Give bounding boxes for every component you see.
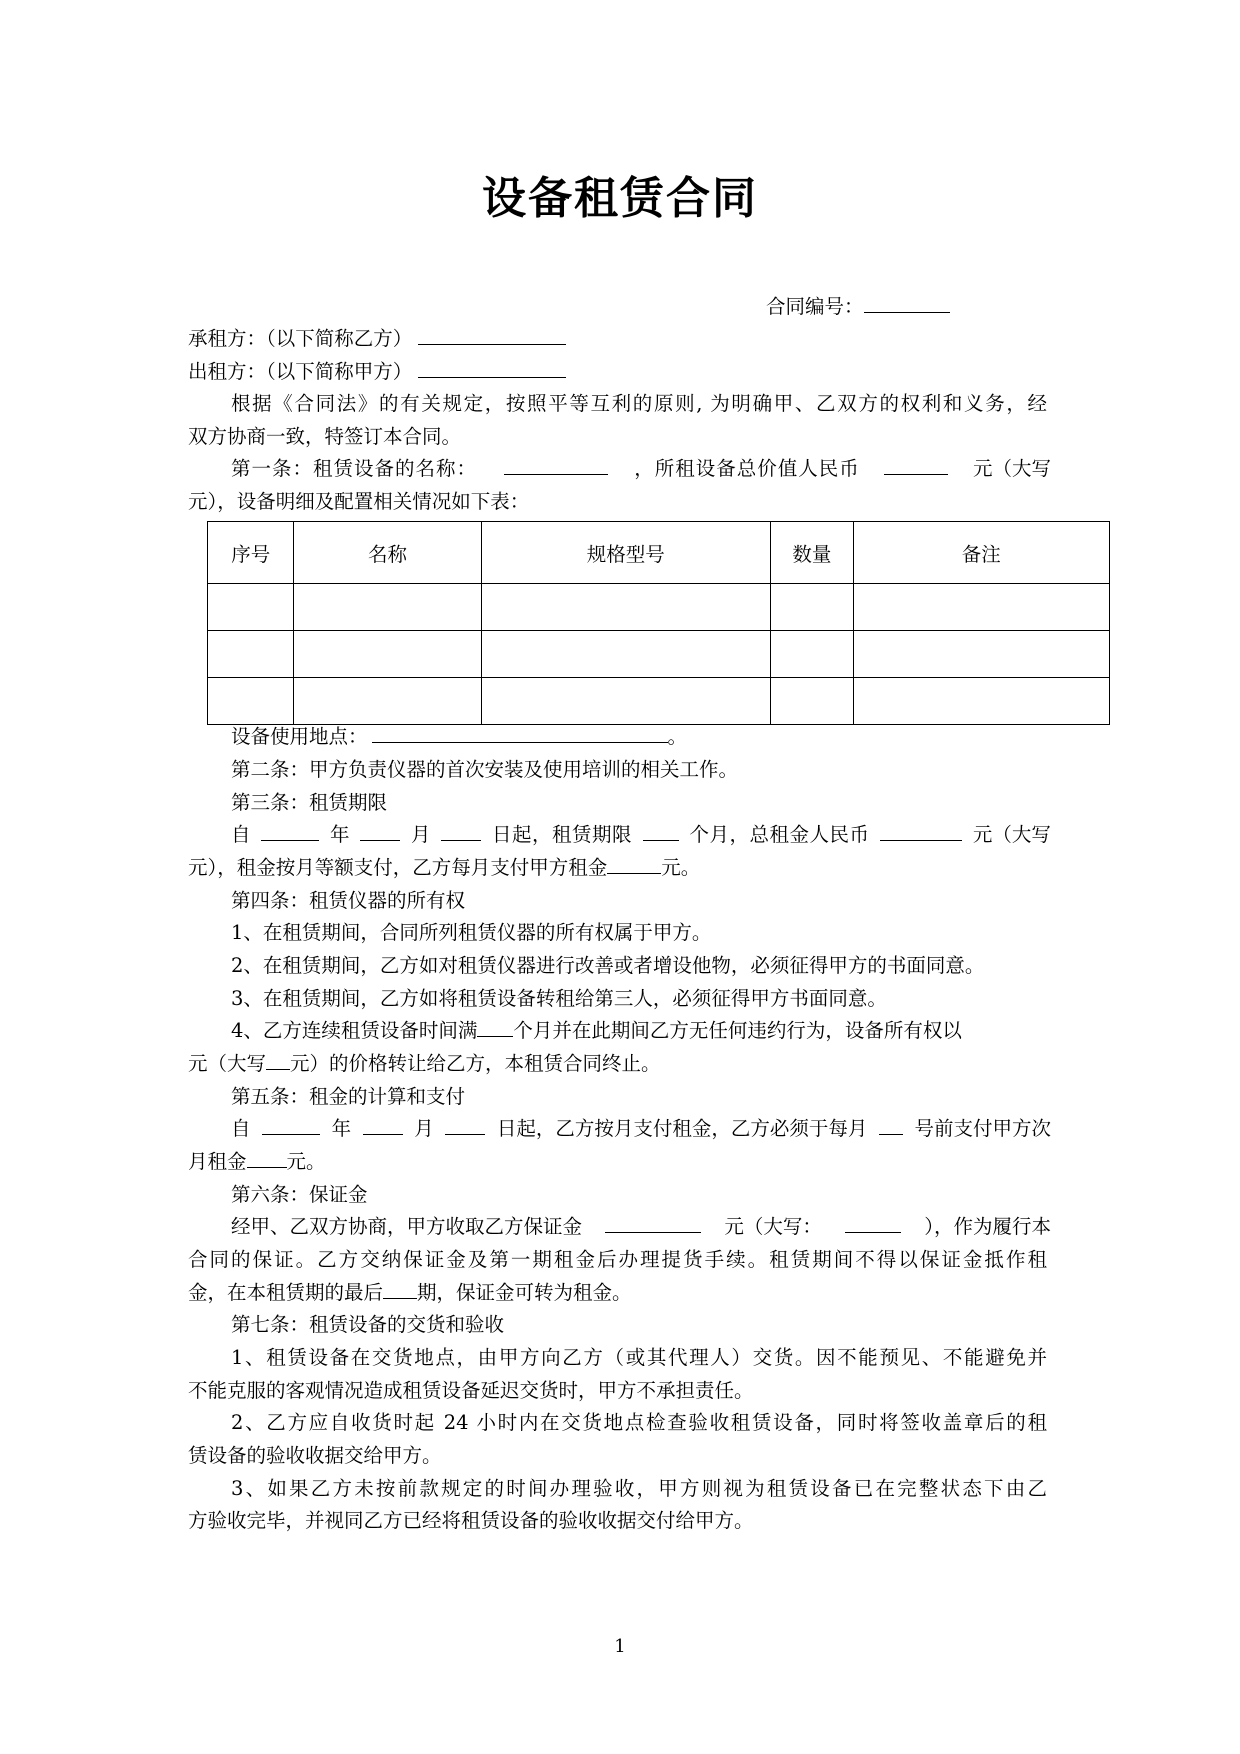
table-cell[interactable] [853, 631, 1109, 678]
article-4-heading: 第四条：租赁仪器的所有权 [231, 889, 466, 912]
article-5-line-1 [231, 1112, 1051, 1145]
article-3-line-2 [188, 851, 700, 884]
total-rent-blank[interactable] [880, 818, 962, 841]
table-header-cell: 数量 [771, 522, 853, 584]
article-7-item-2-line-2: 赁设备的验收收据交给甲方。 [188, 1444, 442, 1467]
article-5-line-2 [188, 1145, 326, 1178]
table-row [208, 631, 1110, 678]
intro-line-2: 双方协商一致，特签订本合同。 [188, 425, 462, 448]
deposit-words-blank[interactable] [845, 1210, 901, 1233]
article-4-item-3: 3、在租赁期间，乙方如将租赁设备转租给第三人，必须征得甲方书面同意。 [231, 987, 887, 1010]
location-end: 。 [667, 725, 688, 748]
article-7-item-3-line-1: 3、如果乙方未按前款规定的时间办理验收，甲方则视为租赁设备已在完整状态下由乙 [231, 1477, 1047, 1500]
article-3-text: 元（大写 [972, 823, 1051, 846]
contract-number-label: 合同编号： [766, 295, 864, 318]
article-5-text: 自 [231, 1117, 251, 1140]
location-line [231, 720, 687, 753]
article-6-line-2: 合同的保证。乙方交纳保证金及第一期租金后办理提货手续。租赁期间不得以保证金抵作租 [188, 1248, 1047, 1271]
start-year-blank[interactable] [261, 818, 319, 841]
table-cell[interactable] [208, 678, 294, 725]
article-6-line-1 [231, 1210, 1051, 1243]
equipment-name-blank[interactable] [504, 452, 608, 475]
article-1-text-c: 元（大写 [972, 457, 1051, 480]
payment-day-blank[interactable] [445, 1112, 485, 1135]
article-4-item-2: 2、在租赁期间，乙方如对租赁仪器进行改善或者增设他物，必须征得甲方的书面同意。 [231, 954, 985, 977]
article-4-text: 元（大写 [188, 1052, 267, 1075]
article-4-item-4-line-2 [188, 1047, 661, 1080]
table-header-cell: 备注 [853, 522, 1109, 584]
article-4-text: 元）的价格转让给乙方，本租赁合同终止。 [290, 1052, 661, 1075]
table-header-row [208, 522, 1110, 584]
location-blank[interactable] [372, 720, 668, 743]
table-cell[interactable] [771, 584, 853, 631]
article-4-item-4-line-1 [231, 1014, 962, 1047]
article-4-item-1: 1、在租赁期间，合同所列租赁仪器的所有权属于甲方。 [231, 921, 712, 944]
article-3-text: 元），租金按月等额支付，乙方每月支付甲方租金 [188, 856, 608, 879]
transfer-price-blank[interactable] [266, 1047, 290, 1070]
last-period-blank[interactable] [383, 1276, 417, 1299]
article-5-text: 月 [414, 1117, 434, 1140]
start-day-blank[interactable] [441, 818, 481, 841]
article-5-text: 月租金 [188, 1150, 247, 1173]
article-7-item-1-line-2: 不能克服的客观情况造成租赁设备延迟交货时，甲方不承担责任。 [188, 1379, 754, 1402]
table-cell[interactable] [481, 631, 771, 678]
table-header-cell: 名称 [294, 522, 481, 584]
lessee-line [188, 322, 566, 355]
start-month-blank[interactable] [360, 818, 400, 841]
article-3-text: 元。 [661, 856, 701, 879]
lease-months-blank[interactable] [643, 818, 679, 841]
article-4-text: 个月并在此期间乙方无任何违约行为，设备所有权以 [513, 1019, 962, 1042]
table-cell[interactable] [208, 584, 294, 631]
document-title: 设备租赁合同 [482, 173, 758, 224]
table-cell[interactable] [771, 631, 853, 678]
article-4-text: 4、乙方连续租赁设备时间满 [231, 1019, 478, 1042]
deposit-amount-blank[interactable] [605, 1210, 701, 1233]
article-5-text: 号前支付甲方次 [914, 1117, 1051, 1140]
table-cell[interactable] [294, 678, 481, 725]
article-3-text: 月 [410, 823, 431, 846]
article-3-text: 日起，租赁期限 [491, 823, 632, 846]
article-6-text: 元（大写： [724, 1215, 822, 1238]
article-3-text: 年 [329, 823, 350, 846]
article-6-heading: 第六条：保证金 [231, 1183, 368, 1206]
payment-date-blank[interactable] [879, 1112, 903, 1135]
lessor-blank[interactable] [418, 355, 566, 378]
table-header-cell: 序号 [208, 522, 294, 584]
ownership-months-blank[interactable] [477, 1014, 513, 1037]
table-cell[interactable] [481, 678, 771, 725]
table-cell[interactable] [294, 584, 481, 631]
total-value-blank[interactable] [884, 452, 948, 475]
article-3-text: 自 [231, 823, 251, 846]
article-3-heading: 第三条：租赁期限 [231, 791, 388, 814]
article-5-text: 元。 [286, 1150, 326, 1173]
table-cell[interactable] [853, 584, 1109, 631]
article-6-text: ），作为履行本 [924, 1215, 1051, 1238]
article-7-item-3-line-2: 方验收完毕，并视同乙方已经将租赁设备的验收收据交付给甲方。 [188, 1509, 754, 1532]
table-cell[interactable] [208, 631, 294, 678]
lessee-label: 承租方：（以下简称乙方） [188, 327, 413, 350]
table-row [208, 678, 1110, 725]
article-7-heading: 第七条：租赁设备的交货和验收 [231, 1313, 505, 1336]
article-3-text: 个月，总租金人民币 [689, 823, 870, 846]
intro-line-1: 根据《合同法》的有关规定，按照平等互利的原则, 为明确甲、乙双方的权利和义务，经 [231, 392, 1047, 415]
article-7-item-2-line-1: 2、乙方应自收货时起 24 小时内在交货地点检查验收租赁设备，同时将签收盖章后的租 [231, 1411, 1047, 1434]
page-number: 1 [614, 1636, 626, 1657]
article-3-line-1 [231, 818, 1051, 851]
payment-month-blank[interactable] [363, 1112, 403, 1135]
table-cell[interactable] [481, 584, 771, 631]
article-1-line-1 [231, 452, 1051, 485]
table-cell[interactable] [853, 678, 1109, 725]
article-6-text: 经甲、乙双方协商，甲方收取乙方保证金 [231, 1215, 583, 1238]
table-row [208, 584, 1110, 631]
article-6-text: 期，保证金可转为租金。 [417, 1281, 632, 1304]
article-6-text: 金，在本租赁期的最后 [188, 1281, 384, 1304]
article-7-item-1-line-1: 1、租赁设备在交货地点，由甲方向乙方（或其代理人）交货。因不能预见、不能避免并 [231, 1346, 1047, 1369]
lessee-blank[interactable] [418, 322, 566, 345]
contract-number-blank[interactable] [864, 290, 950, 313]
article-5-heading: 第五条：租金的计算和支付 [231, 1085, 466, 1108]
article-5-text: 年 [331, 1117, 352, 1140]
article-2: 第二条：甲方负责仪器的首次安装及使用培训的相关工作。 [231, 758, 739, 781]
article-1-text-b: ，所租设备总价值人民币 [634, 457, 860, 480]
table-header-cell: 规格型号 [481, 522, 771, 584]
article-5-text: 日起，乙方按月支付租金，乙方必须于每月 [496, 1117, 868, 1140]
next-month-rent-blank[interactable] [247, 1145, 287, 1168]
table-cell[interactable] [771, 678, 853, 725]
location-label: 设备使用地点： [231, 725, 368, 748]
payment-year-blank[interactable] [262, 1112, 320, 1135]
equipment-table [207, 521, 1110, 725]
table-cell[interactable] [294, 631, 481, 678]
monthly-rent-blank[interactable] [607, 851, 661, 874]
lessor-label: 出租方：（以下简称甲方） [188, 360, 413, 383]
lessor-line [188, 355, 566, 388]
article-1-text-a: 第一条：租赁设备的名称： [231, 457, 478, 480]
contract-number-line [766, 290, 950, 323]
article-1-line-2: 元），设备明细及配置相关情况如下表： [188, 490, 530, 513]
article-6-line-3 [188, 1276, 632, 1309]
